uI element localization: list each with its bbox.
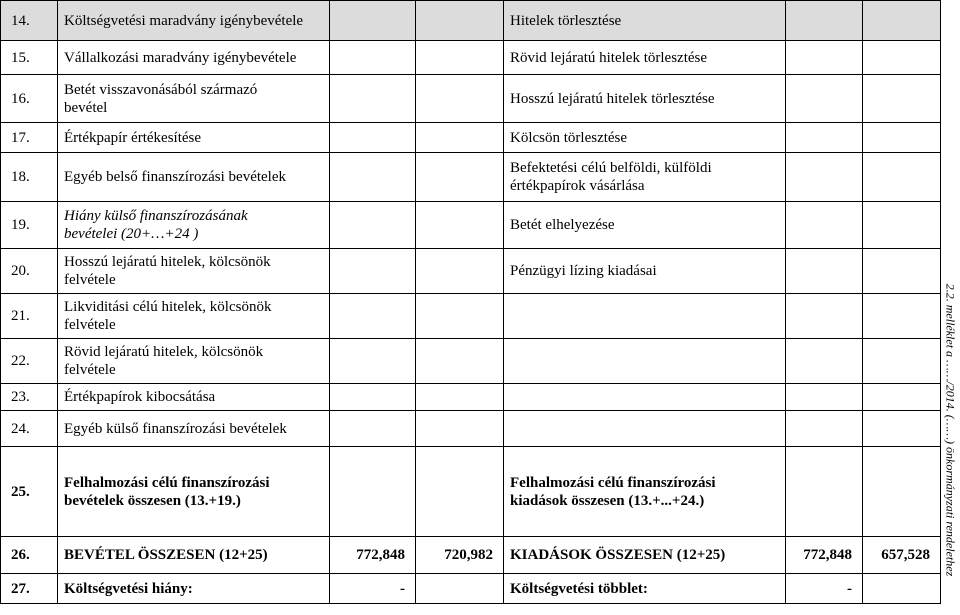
- total-expense-label: KIADÁSOK ÖSSZESEN (12+25): [504, 537, 786, 574]
- empty-cell: [863, 1, 941, 41]
- empty-cell: [330, 249, 416, 294]
- expense-label: Kölcsön törlesztése: [504, 123, 786, 153]
- income-label-text: Hiány külső finanszírozásának bevételei (20+…+24 ): [64, 208, 248, 242]
- empty-cell: [863, 123, 941, 153]
- table-row-23: [1, 384, 941, 411]
- income-label-text: Likviditási célú hitelek, kölcsönök felvétele: [64, 299, 272, 333]
- empty-cell: [416, 339, 504, 384]
- income-label: Értékpapírok kibocsátása: [58, 384, 330, 411]
- table-row-balance: [1, 574, 941, 604]
- side-note-text: 2.2. melléklet a ……/2014. (……) önkormányzati rendelethez: [943, 283, 958, 577]
- row-number: 15.: [1, 41, 58, 75]
- empty-cell: [330, 339, 416, 384]
- row-number: 17.: [1, 123, 58, 153]
- table-row-17: [1, 123, 941, 153]
- empty-cell: [416, 153, 504, 202]
- empty-cell: [330, 123, 416, 153]
- row-number: 21.: [1, 294, 58, 339]
- empty-cell: [786, 384, 863, 411]
- empty-cell: [863, 574, 941, 604]
- empty-cell: [786, 447, 863, 537]
- empty-cell: [330, 294, 416, 339]
- deficit-value: -: [330, 574, 416, 604]
- empty-cell: [786, 123, 863, 153]
- empty-cell: [330, 202, 416, 249]
- empty-cell: [863, 153, 941, 202]
- side-note: [940, 0, 960, 615]
- table-row-21: [1, 294, 941, 339]
- row-number: 26.: [1, 537, 58, 574]
- income-label: [58, 294, 330, 339]
- empty-cell: [863, 411, 941, 447]
- total-income-label: BEVÉTEL ÖSSZESEN (12+25): [58, 537, 330, 574]
- empty-cell: [786, 249, 863, 294]
- surplus-value: -: [786, 574, 863, 604]
- income-label-text: Felhalmozási célú finanszírozási bevételek összesen (13.+19.): [64, 474, 270, 509]
- empty-cell: [416, 41, 504, 75]
- income-label: [58, 249, 330, 294]
- total-income-value-1: 772,848: [330, 537, 416, 574]
- expense-label: Hitelek törlesztése: [504, 1, 786, 41]
- expense-label: Rövid lejáratú hitelek törlesztése: [504, 41, 786, 75]
- income-label: [58, 447, 330, 537]
- deficit-label: Költségvetési hiány:: [58, 574, 330, 604]
- income-label-text: Betét visszavonásából származó bevétel: [64, 81, 258, 116]
- empty-cell: [786, 75, 863, 123]
- expense-label: Pénzügyi lízing kiadásai: [504, 249, 786, 294]
- table-row-20: [1, 249, 941, 294]
- empty-cell: [863, 384, 941, 411]
- row-number: 24.: [1, 411, 58, 447]
- empty-cell: [416, 249, 504, 294]
- empty-cell: [416, 294, 504, 339]
- empty-cell: [786, 294, 863, 339]
- empty-cell: [863, 41, 941, 75]
- empty-cell: [786, 1, 863, 41]
- total-expense-value-1: 772,848: [786, 537, 863, 574]
- table-row-total: [1, 537, 941, 574]
- expense-label: [504, 384, 786, 411]
- empty-cell: [863, 447, 941, 537]
- expense-label-text: Felhalmozási célú finanszírozási kiadások összesen (13.+...+24.): [510, 474, 716, 509]
- table-row-24: [1, 411, 941, 447]
- total-expense-value-2: 657,528: [863, 537, 941, 574]
- expense-label: [504, 294, 786, 339]
- expense-label-text: Befektetési célú belföldi, külföldi értékpapírok vásárlása: [510, 160, 712, 194]
- income-label: [58, 75, 330, 123]
- empty-cell: [786, 153, 863, 202]
- empty-cell: [863, 339, 941, 384]
- empty-cell: [786, 202, 863, 249]
- empty-cell: [863, 202, 941, 249]
- income-label-text: Rövid lejáratú hitelek, kölcsönök felvétele: [64, 344, 264, 378]
- row-number: 27.: [1, 574, 58, 604]
- empty-cell: [786, 41, 863, 75]
- income-label: Vállalkozási maradvány igénybevétele: [58, 41, 330, 75]
- empty-cell: [863, 249, 941, 294]
- expense-label: Betét elhelyezése: [504, 202, 786, 249]
- empty-cell: [330, 411, 416, 447]
- empty-cell: [416, 1, 504, 41]
- row-number: 18.: [1, 153, 58, 202]
- empty-cell: [330, 1, 416, 41]
- expense-label: [504, 447, 786, 537]
- row-number: 22.: [1, 339, 58, 384]
- table-row-25: [1, 447, 941, 537]
- empty-cell: [863, 294, 941, 339]
- table-row-18: [1, 153, 941, 202]
- expense-label: Hosszú lejáratú hitelek törlesztése: [504, 75, 786, 123]
- row-number: 16.: [1, 75, 58, 123]
- table-row-15: [1, 41, 941, 75]
- surplus-label: Költségvetési többlet:: [504, 574, 786, 604]
- empty-cell: [416, 75, 504, 123]
- income-label: [58, 202, 330, 249]
- empty-cell: [330, 447, 416, 537]
- income-label: Egyéb belső finanszírozási bevételek: [58, 153, 330, 202]
- table-row-19: [1, 202, 941, 249]
- expense-label: [504, 153, 786, 202]
- empty-cell: [330, 75, 416, 123]
- empty-cell: [416, 447, 504, 537]
- income-label-text: Hosszú lejáratú hitelek, kölcsönök felvétele: [64, 254, 271, 288]
- income-label: [58, 339, 330, 384]
- income-label: Értékpapír értékesítése: [58, 123, 330, 153]
- empty-cell: [786, 339, 863, 384]
- row-number: 19.: [1, 202, 58, 249]
- total-income-value-2: 720,982: [416, 537, 504, 574]
- empty-cell: [416, 123, 504, 153]
- empty-cell: [416, 574, 504, 604]
- empty-cell: [863, 75, 941, 123]
- table-row-16: [1, 75, 941, 123]
- empty-cell: [330, 384, 416, 411]
- row-number: 20.: [1, 249, 58, 294]
- income-label: Egyéb külső finanszírozási bevételek: [58, 411, 330, 447]
- expense-label: [504, 411, 786, 447]
- empty-cell: [416, 384, 504, 411]
- table-row-14: [1, 1, 941, 41]
- empty-cell: [416, 411, 504, 447]
- empty-cell: [416, 202, 504, 249]
- row-number: 25.: [1, 447, 58, 537]
- expense-label: [504, 339, 786, 384]
- empty-cell: [786, 411, 863, 447]
- row-number: 14.: [1, 1, 58, 41]
- income-label: Költségvetési maradvány igénybevétele: [58, 1, 330, 41]
- table-row-22: [1, 339, 941, 384]
- row-number: 23.: [1, 384, 58, 411]
- empty-cell: [330, 153, 416, 202]
- empty-cell: [330, 41, 416, 75]
